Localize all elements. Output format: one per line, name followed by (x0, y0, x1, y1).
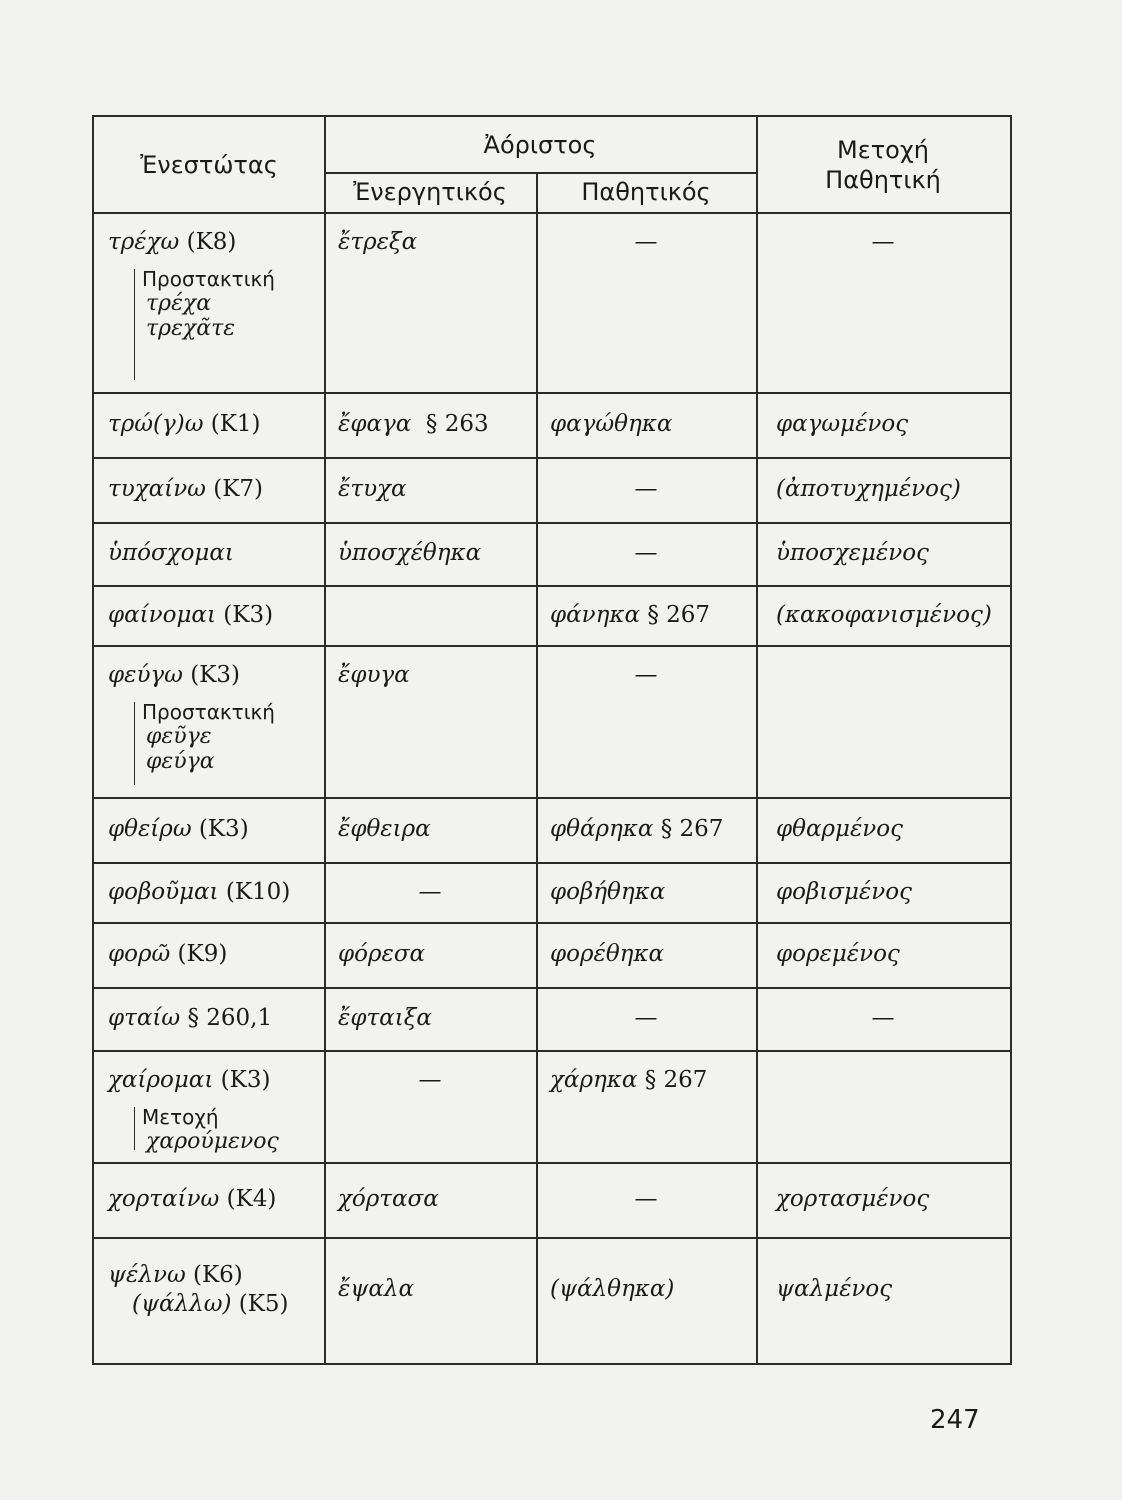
active-aorist (324, 457, 536, 522)
present-cell (94, 645, 324, 705)
passive-participle (756, 1237, 1010, 1342)
passive-form: φορέθηκα (550, 941, 665, 968)
bracket-line (134, 702, 135, 785)
passive-participle (756, 862, 1010, 922)
present-form (108, 940, 227, 969)
bracket-line (134, 1107, 135, 1150)
passive-participle (756, 585, 1010, 645)
present-form (108, 878, 290, 907)
active-aorist (324, 522, 536, 585)
present-cell (94, 522, 324, 585)
present-form (108, 539, 234, 568)
present-verb: τρέχω (108, 228, 180, 255)
present-verb: φταίω (108, 1005, 181, 1032)
present-form (108, 1004, 272, 1033)
passive-form: φοβήθηκα (550, 878, 666, 905)
reference: (Κ6) (193, 1261, 243, 1288)
passive-participle (756, 797, 1010, 862)
reference: (Κ3) (190, 661, 241, 688)
passive-participle (756, 645, 1010, 705)
active-aorist (324, 212, 536, 272)
participle-form: ὑποσχεμένος (776, 540, 929, 567)
present-verb: τρώ(γ)ω (108, 411, 204, 438)
present-form (108, 475, 263, 504)
participle-form: χορτασμένος (776, 1186, 930, 1213)
sub-label: Προστακτική (142, 267, 275, 291)
present-verb: φθείρω (108, 816, 192, 843)
passive-aorist (536, 987, 756, 1050)
passive-aorist (536, 522, 756, 585)
passive-aorist (536, 392, 756, 457)
participle-form: φοβισμένος (776, 878, 912, 905)
passive-participle (756, 457, 1010, 522)
passive-form: — (634, 228, 658, 255)
present-form (108, 601, 273, 630)
active-form: φόρεσα (338, 941, 426, 968)
reference: (Κ10) (225, 878, 291, 905)
reference: (Κ3) (198, 816, 249, 843)
present-verb: χορταίνω (108, 1186, 220, 1213)
participle-form: — (871, 228, 895, 255)
reference: § 267 (660, 816, 724, 843)
passive-participle (756, 1162, 1010, 1237)
passive-form: — (634, 661, 658, 688)
present-verb: ὑπόσχομαι (108, 540, 234, 567)
passive-form: — (634, 1186, 658, 1213)
active-aorist (324, 922, 536, 987)
reference: (Κ5) (238, 1290, 289, 1317)
reference: (Κ3) (223, 601, 274, 628)
present-verb: φοβοῦμαι (108, 878, 219, 905)
passive-form: — (634, 1005, 658, 1032)
passive-form: (ψάλθηκα) (550, 1276, 675, 1303)
present-cell (94, 457, 324, 522)
reference: (Κ7) (213, 476, 264, 503)
reference: (Κ9) (177, 941, 228, 968)
active-form: ἔψαλα (338, 1276, 415, 1303)
active-form: — (418, 1066, 442, 1093)
active-form: ἔφυγα (338, 661, 410, 688)
passive-form: — (634, 476, 658, 503)
participle-form: φθαρμένος (776, 816, 904, 843)
passive-participle (756, 392, 1010, 457)
passive-form: φαγώθηκα (550, 411, 673, 438)
present-verb: φεύγω (108, 661, 183, 688)
sub-forms (134, 267, 314, 382)
present-verb: τυχαίνω (108, 476, 206, 503)
sub-forms (134, 700, 314, 787)
passive-aorist (536, 645, 756, 705)
passive-aorist (536, 922, 756, 987)
header-participle-line2: Παθητική (825, 165, 941, 194)
passive-participle (756, 212, 1010, 272)
passive-form: χάρηκα (550, 1066, 638, 1093)
present-form (108, 1185, 276, 1214)
passive-participle (756, 987, 1010, 1050)
passive-form: φάνηκα (550, 601, 641, 628)
present-form (108, 661, 240, 690)
reference: § 263 (425, 411, 489, 438)
passive-participle (756, 922, 1010, 987)
present-cell (94, 1050, 324, 1110)
present-cell (94, 1237, 324, 1342)
present-cell (94, 212, 324, 272)
passive-aorist (536, 1050, 756, 1110)
active-aorist (324, 987, 536, 1050)
header-aorist: Ἀόριστος (483, 130, 597, 159)
reference: (Κ3) (220, 1066, 271, 1093)
present-verb: χαίρομαι (108, 1066, 214, 1093)
sub-form: φεῦγε (146, 724, 212, 749)
sub-form: χαρούμενος (146, 1129, 279, 1154)
header-active: Ἐνεργητικός (353, 178, 507, 206)
passive-aorist (536, 212, 756, 272)
reference: § 267 (644, 1066, 708, 1093)
participle-form: (κακοφανισμένος) (776, 601, 992, 628)
sub-form: φεύγα (146, 749, 215, 774)
passive-aorist (536, 862, 756, 922)
sub-label: Μετοχή (142, 1105, 219, 1129)
active-form: — (418, 878, 442, 905)
participle-form: (ἀποτυχημένος) (776, 476, 961, 503)
passive-form: — (634, 540, 658, 567)
active-aorist (324, 797, 536, 862)
sub-form: τρέχα (146, 291, 212, 316)
active-form: ἔφταιξα (338, 1005, 432, 1032)
passive-aorist (536, 797, 756, 862)
present-alt-form (108, 1290, 289, 1319)
present-cell (94, 1162, 324, 1237)
active-aorist (324, 1237, 536, 1342)
header-passive: Παθητικός (581, 178, 711, 206)
active-form: ἔτρεξα (338, 228, 418, 255)
present-alt-verb: (ψάλλω) (132, 1290, 232, 1317)
active-aorist (324, 392, 536, 457)
reference: § 260,1 (187, 1005, 273, 1032)
passive-participle (756, 1050, 1010, 1110)
present-form (108, 1066, 270, 1095)
active-aorist (324, 1162, 536, 1237)
present-form (108, 410, 261, 439)
passive-aorist (536, 585, 756, 645)
present-cell (94, 392, 324, 457)
active-form: χόρτασα (338, 1186, 439, 1213)
sub-forms (134, 1105, 314, 1152)
passive-aorist (536, 457, 756, 522)
present-form (108, 1261, 243, 1290)
reference: (Κ1) (210, 411, 261, 438)
present-form (108, 228, 236, 257)
header-participle (756, 117, 1010, 212)
active-aorist (324, 1050, 536, 1110)
active-aorist (324, 862, 536, 922)
present-form (108, 815, 249, 844)
present-verb: φορῶ (108, 941, 171, 968)
active-form: ἔτυχα (338, 476, 407, 503)
present-verb: ψέλνω (108, 1261, 186, 1288)
reference: § 267 (647, 601, 711, 628)
passive-aorist (536, 1162, 756, 1237)
present-cell (94, 862, 324, 922)
passive-aorist (536, 1237, 756, 1342)
participle-form: φαγωμένος (776, 411, 909, 438)
active-form: ἔφθειρα (338, 816, 431, 843)
reference: (Κ4) (226, 1186, 277, 1213)
participle-form: ψαλμένος (776, 1276, 893, 1303)
present-cell (94, 585, 324, 645)
sub-label: Προστακτική (142, 700, 275, 724)
active-form: ὑποσχέθηκα (338, 540, 482, 567)
participle-form: φορεμένος (776, 941, 900, 968)
verb-table (92, 115, 1012, 1365)
present-verb: φαίνομαι (108, 601, 216, 628)
passive-participle (756, 522, 1010, 585)
active-aorist (324, 585, 536, 645)
passive-form: φθάρηκα (550, 816, 654, 843)
header-participle-line1: Μετοχή (837, 135, 929, 164)
active-form: ἔφαγα (338, 411, 412, 438)
present-cell (94, 987, 324, 1050)
page-number: 247 (930, 1405, 980, 1435)
active-aorist (324, 645, 536, 705)
participle-form: — (871, 1005, 895, 1032)
present-cell (94, 797, 324, 862)
reference: (Κ8) (186, 228, 237, 255)
header-present: Ἐνεστώτας (140, 150, 278, 179)
present-cell (94, 922, 324, 987)
bracket-line (134, 269, 135, 380)
sub-form: τρεχᾶτε (146, 316, 236, 341)
